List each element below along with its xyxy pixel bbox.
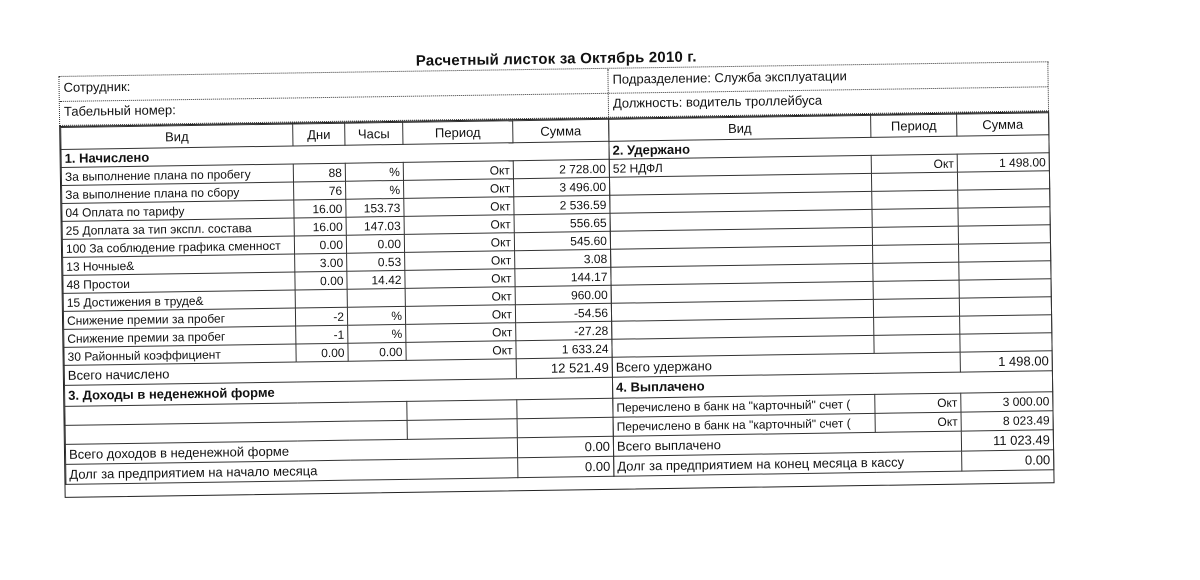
accrual-days: 0.00 (295, 271, 347, 290)
accrual-hours: 0.00 (348, 342, 406, 361)
accrual-days: 76 (294, 181, 346, 200)
nonmoney-cell (517, 398, 613, 418)
accrual-sum: 144.17 (515, 267, 611, 286)
accrual-hours: 14.42 (347, 270, 405, 289)
accrual-days: 0.00 (294, 235, 346, 254)
col-hours: Часы (345, 122, 403, 145)
accrual-days: -1 (296, 325, 348, 344)
accrual-hours: % (347, 306, 405, 325)
paid-period: Окт (875, 412, 961, 432)
accrual-name: Снижение премии за пробег (63, 308, 295, 329)
deduction-sum: 1 498.00 (957, 153, 1049, 172)
accrual-sum: 1 633.24 (516, 339, 612, 358)
payslip-grid (59, 111, 1054, 498)
deduction-sum (958, 207, 1050, 226)
accrual-name: 15 Достижения в труде& (63, 290, 295, 311)
accrual-hours (347, 288, 405, 307)
paid-total-label: Всего выплачено (613, 431, 961, 456)
accrual-sum: -54.56 (515, 303, 611, 322)
accrual-name: За выполнение плана по сбору (62, 182, 294, 203)
paid-sum: 3 000.00 (961, 392, 1053, 412)
accrued-total-value: 12 521.49 (516, 357, 612, 378)
accrued-total-label: Всего начислено (64, 359, 516, 386)
debt-end-value: 0.00 (962, 450, 1054, 471)
accrual-period: Окт (405, 269, 515, 289)
section-nonmoney-title: 3. Доходы в неденежной форме (65, 377, 613, 406)
accrual-hours: 147.03 (346, 216, 404, 235)
accrual-name: 25 Доплата за тип экспл. состава (62, 218, 294, 239)
accrual-name: 04 Оплата по тарифу (62, 200, 294, 221)
accrual-sum: 3.08 (515, 249, 611, 268)
deduction-period (873, 298, 959, 317)
deduction-period: Окт (871, 154, 957, 173)
deductions-table (608, 112, 1054, 477)
accrual-days: 3.00 (295, 253, 347, 272)
accrual-period: Окт (404, 197, 514, 217)
paid-name: Перечислено в банк на "карточный" счет ( (613, 413, 875, 436)
accrual-sum: 556.65 (514, 213, 610, 232)
deduction-name: 52 НДФЛ (609, 155, 871, 177)
accrual-name: 13 Ночные& (63, 254, 295, 275)
deduction-period (872, 208, 958, 227)
withheld-total-label: Всего удержано (612, 352, 960, 377)
nonmoney-cell (407, 419, 517, 440)
accrual-sum: 960.00 (515, 285, 611, 304)
section-paid-title: 4. Выплачено (612, 371, 1052, 399)
accrual-period: Окт (406, 341, 516, 361)
accruals-table (60, 119, 614, 485)
position-label: Должность: водитель троллейбуса (612, 92, 823, 111)
accrual-name: За выполнение плана по пробегу (61, 164, 293, 185)
section-withheld-title: 2. Удержано (609, 135, 1049, 160)
accrual-sum: 545.60 (514, 231, 610, 250)
deduction-sum (959, 297, 1051, 316)
accrual-name: 30 Районный коэффициент (64, 344, 296, 365)
deduction-sum (957, 171, 1049, 190)
deduction-period (872, 226, 958, 245)
accrual-days: 16.00 (294, 199, 346, 218)
accrual-hours: 0.53 (347, 252, 405, 271)
paid-sum: 8 023.49 (961, 411, 1053, 431)
deduction-period (874, 334, 960, 353)
deduction-sum (959, 279, 1051, 298)
deduction-period (873, 262, 959, 281)
accrual-days: 16.00 (294, 217, 346, 236)
accrual-period: Окт (405, 251, 515, 271)
col-vid-right: Вид (609, 115, 871, 141)
section-accrued-title: 1. Начислено (61, 141, 609, 167)
accrual-days (295, 289, 347, 308)
accrual-days: -2 (295, 307, 347, 326)
col-sum: Сумма (513, 119, 609, 142)
deduction-sum (959, 243, 1051, 262)
accrual-period: Окт (404, 215, 514, 235)
deduction-period (871, 172, 957, 191)
paid-period: Окт (875, 393, 961, 413)
deduction-period (874, 316, 960, 335)
debt-start-label: Долг за предприятием на начало месяца (66, 458, 518, 485)
accrual-hours: % (346, 180, 404, 199)
accrual-sum: -27.28 (516, 321, 612, 340)
nonmoney-cell (407, 400, 517, 421)
col-period: Период (403, 121, 513, 145)
accrual-name: Снижение премии за пробег (64, 326, 296, 347)
col-period-right: Период (871, 114, 957, 137)
deduction-period (873, 244, 959, 263)
paid-total-value: 11 023.49 (961, 430, 1053, 451)
debt-end-label: Долг за предприятием на конец месяца в кассу (614, 451, 962, 476)
paid-name: Перечислено в банк на "карточный" счет ( (613, 394, 875, 417)
department-label: Подразделение: Служба эксплуатации (612, 68, 847, 87)
accrual-sum: 2 536.59 (514, 195, 610, 214)
deduction-sum (958, 189, 1050, 208)
accrual-hours: 0.00 (346, 234, 404, 253)
accrual-period: Окт (404, 233, 514, 253)
deduction-sum (959, 261, 1051, 280)
accrual-hours: % (345, 162, 403, 181)
accrual-name: 100 За соблюдение графика сменност (62, 236, 294, 257)
payslip-sheet (56, 33, 1063, 508)
accrual-period: Окт (404, 179, 514, 199)
deduction-sum (960, 315, 1052, 334)
accrual-period: Окт (403, 161, 513, 181)
nonmoney-total-label: Всего доходов в неденежной форме (65, 438, 517, 465)
nonmoney-cell (517, 417, 613, 437)
accrual-days: 88 (293, 163, 345, 182)
page-title: Расчетный листок за Октябрь 2010 г. (415, 48, 697, 70)
employee-label: Сотрудник: (63, 78, 131, 95)
col-sum-right: Сумма (957, 113, 1049, 136)
accrual-period: Окт (406, 323, 516, 343)
debt-start-value: 0.00 (518, 456, 614, 477)
accrual-period: Окт (405, 305, 515, 325)
accrual-name: 48 Простои (63, 272, 295, 293)
accrual-days: 0.00 (296, 343, 348, 362)
tabnum-label: Табельный номер: (63, 102, 176, 119)
accrual-period: Окт (405, 287, 515, 307)
withheld-total-value: 1 498.00 (960, 351, 1052, 372)
col-vid: Вид (61, 124, 293, 149)
accrual-sum: 2 728.00 (513, 159, 609, 178)
col-days: Дни (293, 123, 345, 146)
deduction-period (872, 190, 958, 209)
accrual-hours: 153.73 (346, 198, 404, 217)
nonmoney-total-value: 0.00 (517, 436, 613, 457)
deduction-period (873, 280, 959, 299)
accrual-sum: 3 496.00 (513, 177, 609, 196)
deduction-sum (958, 225, 1050, 244)
accrual-hours: % (348, 324, 406, 343)
deduction-sum (960, 333, 1052, 352)
